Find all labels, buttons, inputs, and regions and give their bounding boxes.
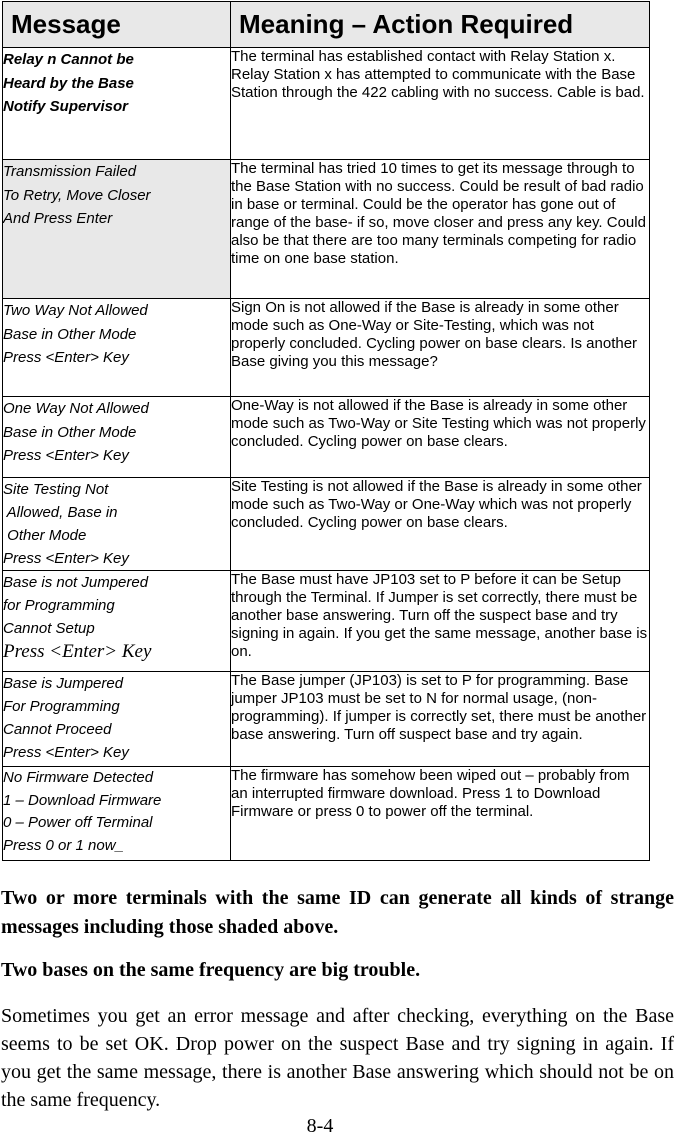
message-cell-shaded: Transmission Failed To Retry, Move Closer And Press Enter (3, 160, 231, 299)
message-cell: Site Testing Not Allowed, Base in Other Mode Press <Enter> Key (3, 478, 231, 571)
meaning-cell: The firmware has somehow been wiped out – probably from an interrupted firmware download. Press 1 to Download Firmware or press 0 to power off the terminal. (231, 767, 650, 861)
meaning-cell: The terminal has established contact with Relay Station x. Relay Station x has attempted to communicate with the Base Station through the 422 cabling with no success. Cable is bad. (231, 48, 650, 160)
meaning-cell: The Base jumper (JP103) is set to P for programming. Base jumper JP103 must be set to N for normal usage, (non-programming). If jumper is correctly set, there must be another base answering. Turn off suspect base and try again. (231, 672, 650, 767)
note-same-frequency: Two bases on the same frequency are big trouble. (1, 959, 421, 981)
message-cell: Base is Jumpered For Programming Cannot Proceed Press <Enter> Key (3, 672, 231, 767)
header-meaning: Meaning – Action Required (231, 2, 650, 48)
page-number: 8-4 (306, 1115, 334, 1137)
message-cell: Two Way Not Allowed Base in Other Mode Press <Enter> Key (3, 299, 231, 397)
table-row (3, 478, 650, 571)
meaning-cell: Sign On is not allowed if the Base is already in some other mode such as One-Way or Site-Testing, which was not properly concluded. Cycling power on base clears. Is another Base giving you this message? (231, 299, 650, 397)
table-row (3, 48, 650, 160)
header-message: Message (3, 2, 231, 48)
table-header-row (3, 2, 650, 48)
message-cell: One Way Not Allowed Base in Other Mode Press <Enter> Key (3, 397, 231, 478)
message-cell: No Firmware Detected 1 – Download Firmware 0 – Power off Terminal Press 0 or 1 now_ (3, 767, 231, 861)
table-row (3, 299, 650, 397)
table-row (3, 397, 650, 478)
meaning-cell: Site Testing is not allowed if the Base is already in some other mode such as Two-Way or One-Way which was not properly concluded. Cycling power on base clears. (231, 478, 650, 571)
meaning-cell: One-Way is not allowed if the Base is already in some other mode such as Two-Way or Site Testing which was not properly concluded. Cycling power on base clears. (231, 397, 650, 478)
meaning-cell: The Base must have JP103 set to P before it can be Setup through the Terminal. If Jumper is set correctly, there must be another base answering. Turn off the suspect base and try signing in again. If you get the same message, another base is on. (231, 571, 650, 672)
table-row (3, 160, 650, 299)
table-row (3, 767, 650, 861)
note-duplicate-ids: Two or more terminals with the same ID can generate all kinds of strange messages including those shaded above. (1, 887, 674, 938)
note-suspect-base: Sometimes you get an error message and after checking, everything on the Base seems to be set OK. Drop power on the suspect Base and try signing in again. If you get the same message, there is another Base answering which should not be on the same frequency. (1, 1005, 674, 1111)
message-cell: Base is not Jumpered for Programming Cannot Setup Press <Enter> Key (3, 571, 231, 672)
table-row (3, 672, 650, 767)
message-table (2, 1, 650, 861)
table-row (3, 571, 650, 672)
message-cell: Relay n Cannot be Heard by the Base Notify Supervisor (3, 48, 231, 160)
meaning-cell: The terminal has tried 10 times to get its message through to the Base Station with no success. Could be result of bad radio in base or terminal. Could be the operator has gone out of range of the base- if so, move closer and press any key. Could also be that there are too many terminals competing for radio time on one base station. (231, 160, 650, 299)
